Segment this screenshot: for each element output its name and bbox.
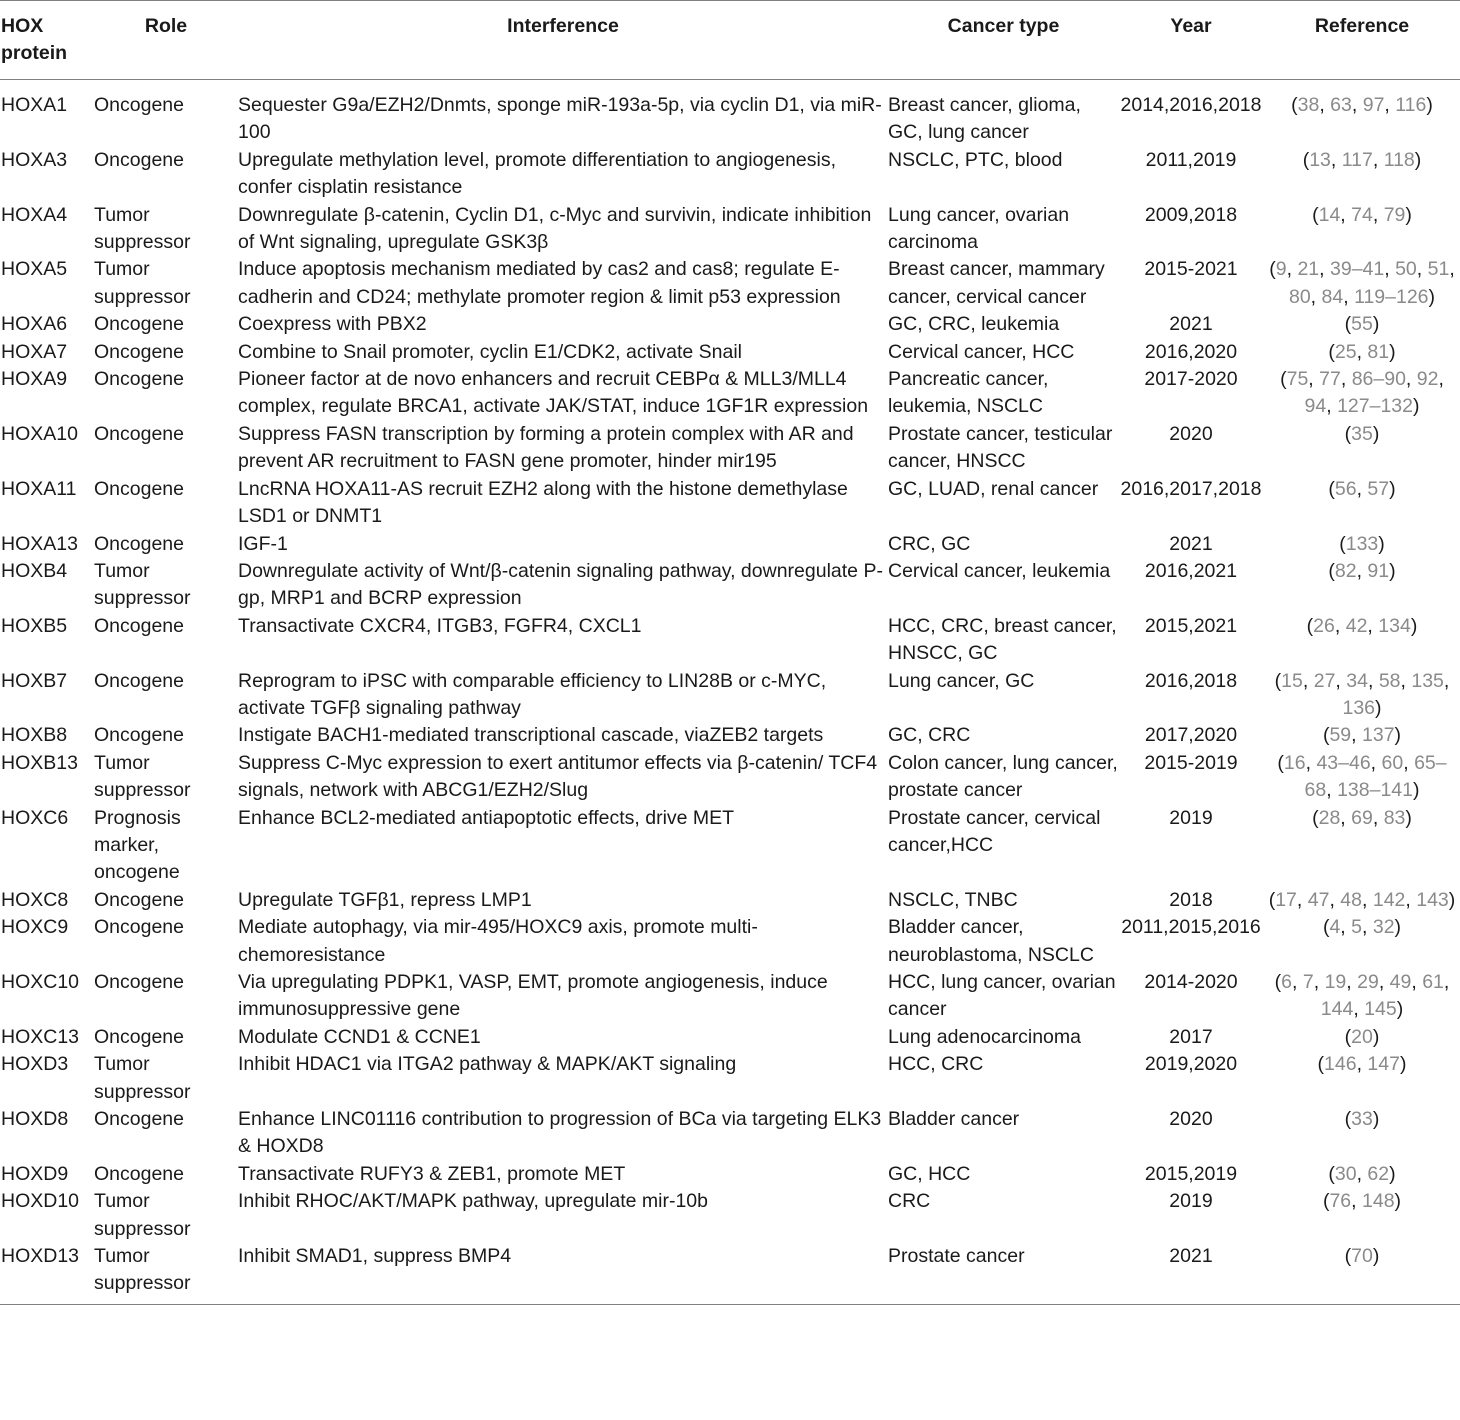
cell-year: 2015-2021 bbox=[1144, 258, 1238, 281]
cell-cancer-type: HCC, CRC bbox=[888, 1053, 984, 1076]
reference-link[interactable]: 84 bbox=[1321, 285, 1344, 308]
cell-interference: Enhance BCL2-mediated antiapoptotic effects, drive MET bbox=[238, 806, 735, 829]
reference-link[interactable]: 144 bbox=[1320, 998, 1354, 1021]
cell-year: 2019,2020 bbox=[1144, 1053, 1238, 1076]
cell-year: 2021 bbox=[1169, 532, 1213, 555]
reference-link[interactable]: 134 bbox=[1378, 614, 1411, 637]
reference-link[interactable]: 80 bbox=[1288, 285, 1311, 308]
cell-hox-protein: HOXD10 bbox=[1, 1190, 80, 1213]
cell-year: 2016,2021 bbox=[1144, 559, 1238, 582]
reference-link[interactable]: 145 bbox=[1364, 998, 1397, 1021]
cell-reference: (9, 21, 39–41, 50, 51, 80, 84, 119–126) bbox=[1269, 258, 1455, 308]
cell-interference: Suppress FASN transcription by forming a protein complex with AR and prevent AR recruitment to FASN gene promoter, hinder mir195 bbox=[238, 422, 854, 473]
reference-link[interactable]: 38 bbox=[1297, 94, 1320, 116]
table-row bbox=[0, 256, 1460, 311]
cell-year: 2015,2021 bbox=[1144, 614, 1238, 637]
reference-link[interactable]: 43–46 bbox=[1316, 751, 1371, 774]
cell-reference: (13, 117, 118) bbox=[1302, 148, 1422, 171]
reference-link[interactable]: 62 bbox=[1367, 1162, 1390, 1185]
cell-cancer-type: Breast cancer, glioma, GC, lung cancer bbox=[888, 94, 1081, 144]
cell-role: Oncogene bbox=[94, 532, 184, 555]
cell-reference: (17, 47, 48, 142, 143) bbox=[1268, 888, 1456, 911]
cell-role: Oncogene bbox=[94, 971, 184, 993]
reference-link[interactable]: 79 bbox=[1383, 203, 1406, 226]
cell-hox-protein: HOXA9 bbox=[1, 368, 68, 391]
reference-link[interactable]: 42 bbox=[1345, 614, 1368, 637]
reference-link[interactable]: 127–132 bbox=[1337, 395, 1413, 418]
cell-year: 2020 bbox=[1169, 1108, 1213, 1131]
cell-reference: (56, 57) bbox=[1328, 477, 1396, 500]
table-row bbox=[0, 1243, 1460, 1304]
cell-cancer-type: Bladder cancer, neuroblastoma, NSCLC bbox=[888, 916, 1094, 966]
cell-interference: Upregulate methylation level, promote differentiation to angiogenesis, confer cisplatin resistance bbox=[238, 148, 837, 199]
reference-link[interactable]: 70 bbox=[1351, 1245, 1373, 1268]
header-cancer-type: Cancer type bbox=[888, 1, 1118, 80]
reference-link[interactable]: 117 bbox=[1341, 148, 1373, 171]
reference-link[interactable]: 33 bbox=[1351, 1108, 1373, 1131]
cell-hox-protein: HOXC8 bbox=[1, 888, 69, 911]
reference-link[interactable]: 59 bbox=[1329, 724, 1352, 747]
reference-link[interactable]: 28 bbox=[1318, 806, 1341, 829]
header-role: Role bbox=[94, 1, 238, 80]
cell-role: Oncogene bbox=[94, 888, 184, 911]
cell-reference: (20) bbox=[1344, 1025, 1380, 1048]
cell-year: 2020 bbox=[1169, 422, 1213, 445]
header-interference: Interference bbox=[238, 1, 888, 80]
table-row bbox=[0, 311, 1460, 338]
cell-role: Oncogene bbox=[94, 94, 184, 116]
cell-role: Oncogene bbox=[94, 916, 184, 939]
cell-hox-protein: HOXC6 bbox=[1, 806, 69, 829]
reference-link[interactable]: 143 bbox=[1416, 888, 1449, 911]
table-body bbox=[0, 80, 1460, 1305]
reference-link[interactable]: 147 bbox=[1367, 1053, 1400, 1076]
cell-cancer-type: Pancreatic cancer, leukemia, NSCLC bbox=[888, 368, 1049, 418]
cell-year: 2014-2020 bbox=[1144, 971, 1238, 993]
cell-hox-protein: HOXC9 bbox=[1, 916, 69, 939]
cell-year: 2011,2019 bbox=[1145, 148, 1237, 171]
cell-year: 2009,2018 bbox=[1144, 203, 1238, 226]
cell-cancer-type: GC, CRC, leukemia bbox=[888, 313, 1060, 336]
reference-link[interactable]: 19 bbox=[1324, 971, 1347, 993]
reference-link[interactable]: 63 bbox=[1330, 94, 1352, 116]
cell-interference: LncRNA HOXA11-AS recruit EZH2 along with the histone demethylase LSD1 or DNMT1 bbox=[238, 477, 848, 528]
cell-hox-protein: HOXD9 bbox=[1, 1162, 69, 1185]
cell-year: 2015,2019 bbox=[1144, 1162, 1238, 1185]
cell-interference: Mediate autophagy, via mir-495/HOXC9 axis, promote multi-chemoresistance bbox=[238, 916, 758, 966]
header-year: Year bbox=[1118, 1, 1264, 80]
cell-year: 2017-2020 bbox=[1144, 368, 1238, 391]
cell-year: 2015-2019 bbox=[1144, 751, 1238, 774]
cell-interference: Transactivate CXCR4, ITGB3, FGFR4, CXCL1 bbox=[238, 614, 642, 637]
cell-hox-protein: HOXB13 bbox=[1, 751, 78, 774]
cell-interference: Inhibit HDAC1 via ITGA2 pathway & MAPK/AKT signaling bbox=[238, 1053, 737, 1076]
cell-role: Oncogene bbox=[94, 340, 184, 363]
reference-link[interactable]: 13 bbox=[1309, 148, 1331, 171]
cell-hox-protein: HOXA6 bbox=[1, 313, 68, 336]
cell-year: 2011,2015,2016 bbox=[1121, 916, 1261, 939]
reference-link[interactable]: 56 bbox=[1334, 477, 1357, 500]
cell-hox-protein: HOXD3 bbox=[1, 1053, 69, 1076]
reference-link[interactable]: 57 bbox=[1367, 477, 1390, 500]
reference-link[interactable]: 118 bbox=[1383, 148, 1415, 171]
cell-role: Tumor suppressor bbox=[94, 751, 191, 802]
reference-link[interactable]: 32 bbox=[1372, 916, 1395, 939]
cell-reference: (55) bbox=[1344, 313, 1380, 336]
cell-year: 2016,2017,2018 bbox=[1120, 477, 1262, 500]
reference-link[interactable]: 47 bbox=[1307, 888, 1330, 911]
table-row bbox=[0, 421, 1460, 476]
table-row bbox=[0, 147, 1460, 202]
table-row bbox=[0, 805, 1460, 887]
reference-link[interactable]: 136 bbox=[1342, 696, 1376, 719]
table-row bbox=[0, 366, 1460, 421]
cell-interference: Sequester G9a/EZH2/Dnmts, sponge miR-193a-5p, via cyclin D1, via miR-100 bbox=[238, 94, 882, 144]
cell-role: Oncogene bbox=[94, 724, 184, 747]
reference-link[interactable]: 25 bbox=[1334, 340, 1357, 363]
cell-cancer-type: GC, HCC bbox=[888, 1162, 971, 1185]
reference-link[interactable]: 16 bbox=[1283, 751, 1306, 774]
reference-link[interactable]: 34 bbox=[1346, 669, 1368, 692]
cell-role: Tumor suppressor bbox=[94, 559, 191, 610]
cell-role: Tumor suppressor bbox=[94, 258, 191, 308]
reference-link[interactable]: 7 bbox=[1302, 971, 1314, 993]
reference-link[interactable]: 49 bbox=[1389, 971, 1412, 993]
cell-cancer-type: Prostate cancer, cervical cancer,HCC bbox=[888, 806, 1101, 856]
cell-cancer-type: GC, LUAD, renal cancer bbox=[888, 477, 1099, 500]
cell-cancer-type: Prostate cancer, testicular cancer, HNSCC bbox=[888, 422, 1113, 473]
reference-link[interactable]: 4 bbox=[1329, 916, 1341, 939]
cell-cancer-type: Lung cancer, GC bbox=[888, 669, 1035, 692]
reference-link[interactable]: 30 bbox=[1334, 1162, 1357, 1185]
reference-link[interactable]: 9 bbox=[1275, 258, 1287, 281]
cell-year: 2018 bbox=[1169, 888, 1213, 911]
cell-reference: (38, 63, 97, 116) bbox=[1291, 94, 1433, 116]
cell-cancer-type: Lung cancer, ovarian carcinoma bbox=[888, 203, 1070, 254]
cell-role: Oncogene bbox=[94, 1108, 184, 1131]
reference-link[interactable]: 55 bbox=[1351, 313, 1373, 336]
cell-interference: Pioneer factor at de novo enhancers and recruit CEBPα & MLL3/MLL4 complex, regulate BRCA1, activate JAK/STAT, induce 1GF1R expression bbox=[238, 368, 869, 418]
cell-reference: (28, 69, 83) bbox=[1312, 806, 1412, 829]
reference-link[interactable]: 20 bbox=[1351, 1025, 1373, 1048]
cell-interference: IGF-1 bbox=[238, 532, 288, 555]
reference-link[interactable]: 58 bbox=[1378, 669, 1401, 692]
cell-hox-protein: HOXB4 bbox=[1, 559, 68, 582]
cell-hox-protein: HOXC13 bbox=[1, 1025, 80, 1048]
cell-hox-protein: HOXB5 bbox=[1, 614, 68, 637]
cell-interference: Downregulate β-catenin, Cyclin D1, c-Myc and survivin, indicate inhibition of Wnt signaling, upregulate GSK3β bbox=[238, 203, 872, 254]
cell-cancer-type: Lung adenocarcinoma bbox=[888, 1025, 1081, 1048]
cell-cancer-type: HCC, CRC, breast cancer, HNSCC, GC bbox=[888, 614, 1117, 665]
reference-link[interactable]: 14 bbox=[1318, 203, 1341, 226]
reference-link[interactable]: 50 bbox=[1395, 258, 1417, 281]
reference-link[interactable]: 91 bbox=[1367, 559, 1390, 582]
cell-interference: Via upregulating PDPK1, VASP, EMT, promote angiogenesis, induce immunosuppressive gene bbox=[238, 971, 828, 1021]
cell-hox-protein: HOXB8 bbox=[1, 724, 68, 747]
cell-hox-protein: HOXA10 bbox=[1, 422, 78, 445]
table-row bbox=[0, 613, 1460, 668]
cell-role: Oncogene bbox=[94, 477, 184, 500]
cell-interference: Downregulate activity of Wnt/β-catenin signaling pathway, downregulate P-gp, MRP1 and BCRP expression bbox=[238, 559, 883, 610]
cell-role: Oncogene bbox=[94, 614, 184, 637]
table-row bbox=[0, 1024, 1460, 1051]
header-row bbox=[0, 1, 1460, 80]
cell-cancer-type: Colon cancer, lung cancer, prostate cancer bbox=[888, 751, 1118, 802]
cell-interference: Transactivate RUFY3 & ZEB1, promote MET bbox=[238, 1162, 626, 1185]
cell-year: 2017 bbox=[1169, 1025, 1213, 1048]
cell-role: Oncogene bbox=[94, 1025, 184, 1048]
cell-hox-protein: HOXC10 bbox=[1, 971, 80, 993]
reference-link[interactable]: 17 bbox=[1275, 888, 1297, 911]
cell-reference: (14, 74, 79) bbox=[1312, 203, 1412, 226]
cell-cancer-type: HCC, lung cancer, ovarian cancer bbox=[888, 971, 1116, 1021]
cell-year: 2017,2020 bbox=[1144, 724, 1238, 747]
cell-cancer-type: NSCLC, PTC, blood bbox=[888, 148, 1063, 171]
reference-link[interactable]: 60 bbox=[1381, 751, 1404, 774]
cell-reference: (70) bbox=[1264, 1243, 1460, 1304]
cell-role: Tumor suppressor bbox=[94, 1190, 191, 1240]
cell-reference: (75, 77, 86–90, 92, 94, 127–132) bbox=[1280, 368, 1444, 418]
table-row bbox=[0, 887, 1460, 914]
cell-reference: (82, 91) bbox=[1328, 559, 1396, 582]
cell-year: 2019 bbox=[1169, 1190, 1213, 1213]
table-header bbox=[0, 1, 1460, 80]
cell-interference: Induce apoptosis mechanism mediated by cas2 and cas8; regulate E-cadherin and CD24; methylate promoter region & limit p53 expression bbox=[238, 258, 841, 308]
reference-link[interactable]: 61 bbox=[1422, 971, 1444, 993]
cell-reference: (35) bbox=[1344, 422, 1380, 445]
table-row bbox=[0, 80, 1460, 147]
reference-link[interactable]: 69 bbox=[1351, 806, 1373, 829]
header-reference: Reference bbox=[1264, 1, 1460, 80]
cell-role: Oncogene bbox=[94, 669, 184, 692]
reference-link[interactable]: 142 bbox=[1372, 888, 1406, 911]
table-row bbox=[0, 914, 1460, 969]
reference-link[interactable]: 97 bbox=[1362, 94, 1385, 116]
cell-hox-protein: HOXA13 bbox=[1, 532, 78, 555]
cell-role: Prognosis marker, oncogene bbox=[94, 806, 181, 884]
cell-reference: (25, 81) bbox=[1328, 340, 1396, 363]
reference-link[interactable]: 92 bbox=[1416, 368, 1439, 391]
cell-cancer-type: Prostate cancer bbox=[888, 1243, 1118, 1304]
cell-interference: Coexpress with PBX2 bbox=[238, 313, 427, 336]
reference-link[interactable]: 76 bbox=[1329, 1190, 1352, 1213]
cell-year: 2021 bbox=[1169, 313, 1213, 336]
cell-cancer-type: CRC, GC bbox=[888, 532, 971, 555]
reference-link[interactable]: 65–68 bbox=[1304, 751, 1447, 802]
reference-link[interactable]: 39–41 bbox=[1330, 258, 1385, 281]
reference-link[interactable]: 135 bbox=[1411, 669, 1444, 692]
cell-cancer-type: GC, CRC bbox=[888, 724, 971, 747]
reference-link[interactable]: 77 bbox=[1319, 368, 1341, 391]
cell-role: Oncogene bbox=[94, 313, 184, 336]
table-row bbox=[0, 750, 1460, 805]
cell-hox-protein: HOXD13 bbox=[0, 1243, 94, 1304]
cell-year: 2019 bbox=[1169, 806, 1213, 829]
cell-year: 2016,2020 bbox=[1144, 340, 1238, 363]
cell-reference: (16, 43–46, 60, 65–68, 138–141) bbox=[1277, 751, 1447, 802]
cell-hox-protein: HOXD8 bbox=[1, 1108, 69, 1131]
reference-link[interactable]: 21 bbox=[1297, 258, 1320, 281]
reference-link[interactable]: 138–141 bbox=[1337, 779, 1413, 802]
cell-cancer-type: Bladder cancer bbox=[888, 1108, 1020, 1131]
reference-link[interactable]: 83 bbox=[1383, 806, 1406, 829]
cell-interference: Upregulate TGFβ1, repress LMP1 bbox=[238, 888, 532, 911]
reference-link[interactable]: 35 bbox=[1351, 422, 1373, 445]
cell-cancer-type: Cervical cancer, HCC bbox=[888, 340, 1075, 363]
reference-link[interactable]: 94 bbox=[1304, 395, 1327, 418]
cell-cancer-type: Cervical cancer, leukemia bbox=[888, 559, 1111, 582]
table-row bbox=[0, 1161, 1460, 1188]
cell-year: 2021 bbox=[1118, 1243, 1264, 1304]
table-row bbox=[0, 558, 1460, 613]
cell-hox-protein: HOXA3 bbox=[1, 148, 68, 171]
cell-reference: (76, 148) bbox=[1322, 1190, 1402, 1213]
cell-cancer-type: Breast cancer, mammary cancer, cervical cancer bbox=[888, 258, 1105, 308]
table-row bbox=[0, 1188, 1460, 1243]
cell-interference: Instigate BACH1-mediated transcriptional cascade, viaZEB2 targets bbox=[238, 724, 824, 747]
reference-link[interactable]: 116 bbox=[1395, 94, 1427, 116]
cell-interference: Inhibit RHOC/AKT/MAPK pathway, upregulate mir-10b bbox=[238, 1190, 708, 1213]
cell-reference: (26, 42, 134) bbox=[1306, 614, 1418, 637]
cell-hox-protein: HOXB7 bbox=[1, 669, 68, 692]
cell-reference: (6, 7, 19, 29, 49, 61, 144, 145) bbox=[1274, 971, 1450, 1021]
reference-link[interactable]: 86–90 bbox=[1351, 368, 1406, 391]
cell-reference: (33) bbox=[1344, 1108, 1380, 1131]
cell-role: Oncogene bbox=[94, 1162, 184, 1185]
reference-link[interactable]: 29 bbox=[1357, 971, 1379, 993]
cell-interference: Combine to Snail promoter, cyclin E1/CDK2, activate Snail bbox=[238, 340, 742, 363]
table-row bbox=[0, 531, 1460, 558]
cell-reference: (59, 137) bbox=[1322, 724, 1402, 747]
table-row bbox=[0, 476, 1460, 531]
cell-hox-protein: HOXA7 bbox=[1, 340, 68, 363]
cell-cancer-type: CRC bbox=[888, 1190, 931, 1213]
table-row bbox=[0, 1106, 1460, 1161]
table-row bbox=[0, 668, 1460, 723]
cell-role: Tumor suppressor bbox=[94, 1243, 238, 1304]
cell-cancer-type: NSCLC, TNBC bbox=[888, 888, 1018, 911]
cell-hox-protein: HOXA11 bbox=[1, 477, 77, 500]
reference-link[interactable]: 48 bbox=[1340, 888, 1362, 911]
reference-link[interactable]: 148 bbox=[1362, 1190, 1395, 1213]
cell-reference: (146, 147) bbox=[1317, 1053, 1407, 1076]
cell-reference: (15, 27, 34, 58, 135, 136) bbox=[1274, 669, 1450, 719]
cell-interference: Inhibit SMAD1, suppress BMP4 bbox=[238, 1243, 888, 1304]
reference-link[interactable]: 146 bbox=[1324, 1053, 1357, 1076]
reference-link[interactable]: 133 bbox=[1345, 532, 1379, 555]
reference-link[interactable]: 119–126 bbox=[1354, 285, 1429, 308]
reference-link[interactable]: 82 bbox=[1334, 559, 1357, 582]
cell-reference: (30, 62) bbox=[1328, 1162, 1396, 1185]
reference-link[interactable]: 81 bbox=[1367, 340, 1390, 363]
reference-link[interactable]: 6 bbox=[1281, 971, 1293, 993]
cell-reference: (133) bbox=[1339, 532, 1385, 555]
reference-link[interactable]: 74 bbox=[1351, 203, 1373, 226]
cell-role: Tumor suppressor bbox=[94, 1053, 191, 1103]
cell-role: Tumor suppressor bbox=[94, 203, 191, 254]
reference-link[interactable]: 51 bbox=[1427, 258, 1450, 281]
table-row bbox=[0, 969, 1460, 1024]
reference-link[interactable]: 75 bbox=[1286, 368, 1309, 391]
reference-link[interactable]: 137 bbox=[1362, 724, 1395, 747]
header-hox-protein: HOX protein bbox=[0, 1, 94, 80]
cell-interference: Modulate CCND1 & CCNE1 bbox=[238, 1025, 481, 1048]
cell-role: Oncogene bbox=[94, 148, 184, 171]
cell-year: 2016,2018 bbox=[1144, 669, 1238, 692]
table-row bbox=[0, 202, 1460, 257]
table-row bbox=[0, 722, 1460, 749]
cell-interference: Enhance LINC01116 contribution to progression of BCa via targeting ELK3 & HOXD8 bbox=[238, 1108, 882, 1158]
table-row bbox=[0, 339, 1460, 366]
reference-link[interactable]: 5 bbox=[1351, 916, 1362, 939]
cell-reference: (4, 5, 32) bbox=[1322, 916, 1402, 939]
reference-link[interactable]: 27 bbox=[1313, 669, 1336, 692]
cell-interference: Suppress C-Myc expression to exert antitumor effects via β-catenin/ TCF4 signals, network with ABCG1/EZH2/Slug bbox=[238, 751, 878, 802]
reference-link[interactable]: 26 bbox=[1313, 614, 1335, 637]
cell-role: Oncogene bbox=[94, 422, 184, 445]
cell-role: Oncogene bbox=[94, 368, 184, 391]
cell-interference: Reprogram to iPSC with comparable efficiency to LIN28B or c-MYC, activate TGFβ signaling pathway bbox=[238, 669, 827, 719]
cell-hox-protein: HOXA1 bbox=[1, 94, 68, 116]
cell-hox-protein: HOXA5 bbox=[1, 258, 68, 281]
cell-hox-protein: HOXA4 bbox=[1, 203, 68, 226]
table-row bbox=[0, 1051, 1460, 1106]
cell-year: 2014,2016,2018 bbox=[1120, 94, 1262, 116]
reference-link[interactable]: 15 bbox=[1281, 669, 1303, 692]
